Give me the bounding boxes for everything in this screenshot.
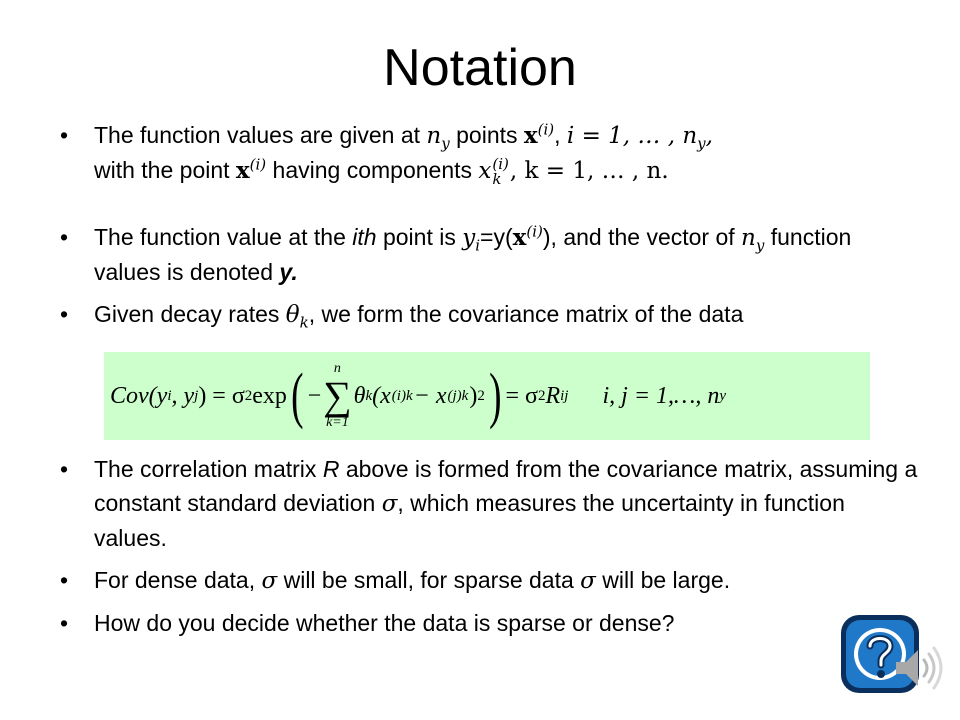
text: =y( [480,224,513,250]
math-bold-x: x [523,122,538,149]
stack-sub: k [461,387,469,404]
math-sub-i: i [475,236,481,255]
math-theta: θ [285,302,300,328]
text: ), and the vector of [542,224,742,250]
formula-lhs-j: j [194,388,199,404]
bullet-correlation-matrix [60,452,920,555]
math-n: n [426,123,442,149]
math-y: y [462,225,476,251]
text: will be small, for sparse data [277,567,581,593]
bullet-function-value-ith [60,220,920,289]
left-paren: ( [291,362,304,430]
formula-range-sub: y [719,388,727,404]
text: will be large. [595,567,731,593]
covariance-formula: Cov(y i , y j ) = σ 2 exp ( − n ∑ k=1 θ k (x (i)k − x (j)k ) 2 ) = σ 2 R ij i, j = 1,…, n y [104,352,870,440]
formula-theta: θ [353,382,366,409]
text-ith: ith [352,224,377,250]
math-bold-x: x [512,224,527,251]
range-sub-y: y [697,134,706,153]
text: above is formed from the covariance matrix, assuming a constant standard deviation [94,456,918,516]
math-sup-i: (i) [249,155,267,174]
stack-sup-i: (i) [492,154,509,173]
sum-sigma: ∑ [323,373,352,418]
bullet-dense-sparse [60,563,920,598]
text: The correlation matrix [94,456,323,482]
math-sigma: σ [580,568,596,594]
formula-eq1: ) = σ [198,382,245,409]
text: How do you decide whether the data is sparse or dense? [94,610,675,636]
math-sup-sub-stack [492,154,509,188]
text-y-bold: y. [279,259,298,285]
text-R: R [322,456,340,482]
bullet-list-2 [60,452,920,640]
formula-eq2: = σ [505,382,538,409]
bullet-function-values [60,118,920,194]
formula-comma: , y [171,382,195,409]
formula-R: R [545,382,561,409]
formula-close: ) [469,382,478,409]
formula-minus: − [307,382,322,409]
text: with the point [94,157,236,183]
summation [323,362,352,430]
math-sup-i: (i) [537,120,555,139]
stack-sup: (j) [447,387,462,404]
bullet-decay-rates [60,297,920,332]
right-paren: ) [488,362,502,430]
formula-sub-k: k [365,388,373,404]
math-k-range: , k = 1, … , n. [509,158,669,184]
math-sigma: σ [381,491,398,517]
formula-sub-ij: ij [560,388,569,404]
formula-stack-j [447,389,468,404]
speaker-icon[interactable] [890,640,946,696]
formula-exp: exp [252,382,287,409]
sum-top: n [333,361,341,376]
math-sub-y: y [441,134,450,153]
text: function values is denoted [94,224,852,285]
text: points [449,122,524,148]
formula-stack-i [392,389,413,404]
math-sup-i: (i) [526,222,543,241]
math-x: x [478,158,492,184]
text: , we form the covariance matrix of the data [308,301,744,327]
text: Given decay rates [94,301,286,327]
formula-minus2: − x [413,382,447,409]
formula-range: i, j = 1,…, n [602,382,720,409]
math-sub-k: k [299,313,309,332]
range-text: i = 1, … , n [566,123,698,149]
math-sub-y: y [755,236,765,255]
math-bold-x: x [235,157,250,184]
text: The function values are given at [94,122,427,148]
text: point is [376,224,463,250]
math-sigma: σ [261,568,278,594]
formula-lhs: Cov(y [110,382,168,409]
text: having components [266,157,479,183]
bullet-list [60,118,920,332]
formula-lhs-i: i [167,388,172,404]
slide-title: Notation [383,39,577,97]
stack-sup: (i) [391,387,406,404]
bullet-question [60,606,920,640]
sum-bottom: k=1 [326,415,349,430]
text: The function value at the [94,224,353,250]
math-n: n [741,225,756,251]
stack-sub: k [405,387,413,404]
math-index-range: i = 1, … , $n_y$, [566,123,713,153]
text: , which measures the uncertainty in function values. [94,490,845,551]
formula-x1: (x [372,382,391,409]
stack-sub-k: k [492,169,502,188]
text: For dense data, [94,567,262,593]
text: , [554,122,567,148]
